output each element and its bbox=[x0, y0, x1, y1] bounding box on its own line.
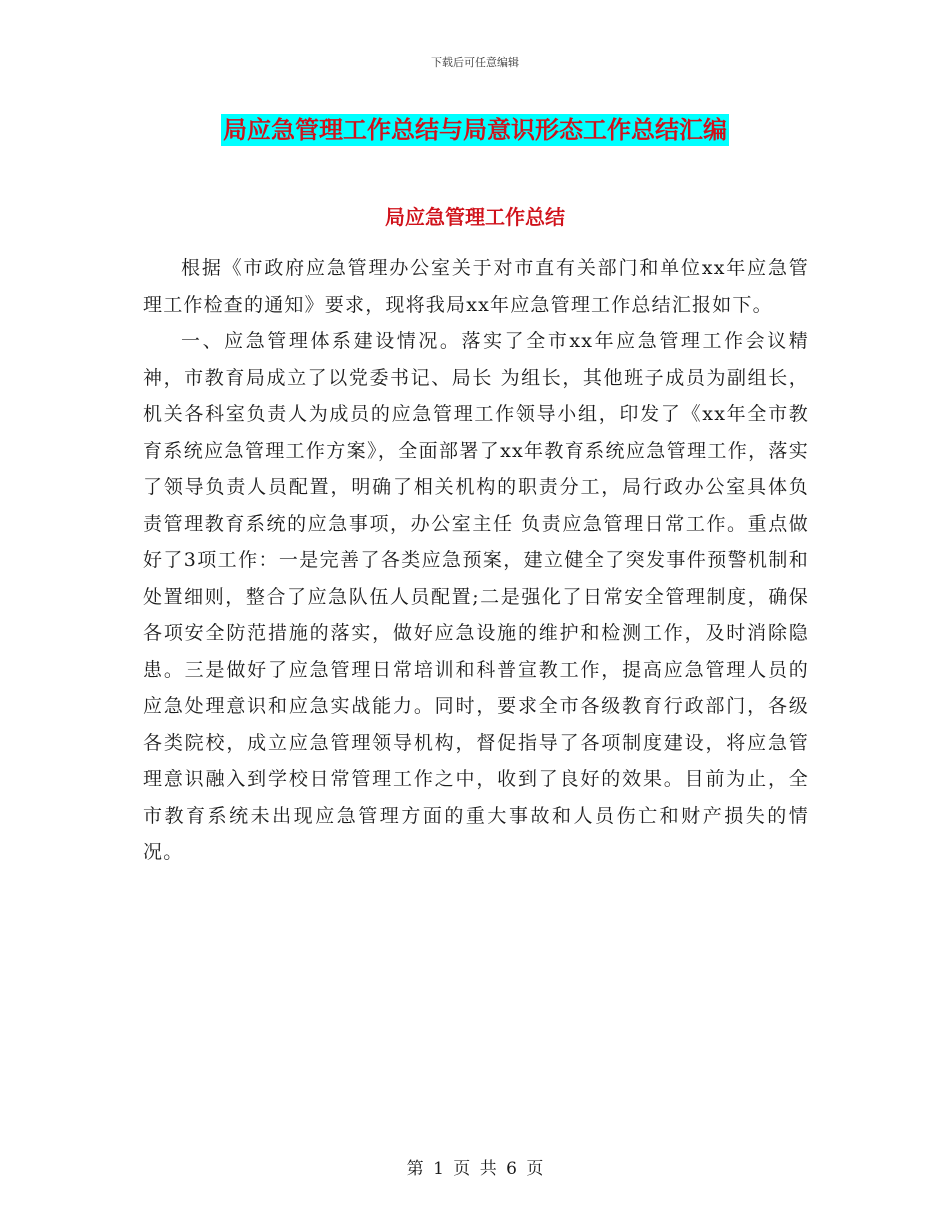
document-title-container bbox=[0, 114, 950, 146]
document-body bbox=[143, 250, 809, 871]
document-title: 局应急管理工作总结与局意识形态工作总结汇编 bbox=[223, 116, 727, 144]
paragraph-intro: 根据《市政府应急管理办公室关于对市直有关部门和单位xx年应急管理工作检查的通知》要求，现将我局xx年应急管理工作总结汇报如下。 bbox=[143, 257, 809, 316]
page-header-note: 下载后可任意编辑 bbox=[431, 56, 519, 69]
paragraph-section-one: 一、应急管理体系建设情况。落实了全市xx年应急管理工作会议精神，市教育局成立了以党委书记、局长 为组长，其他班子成员为副组长，机关各科室负责人为成员的应急管理工作领导小组，印发了《xx年全市教育系统应急管理工作方案》，全面部署了xx年教育系统应急管理工作，落实了领导负责人员配置，明确了相关机构的职责分工，局行政办公室具体负责管理教育系统的应急事项，办公室主任 负责应急管理日常工作。重点做好了3项工作：一是完善了各类应急预案，建立健全了突发事件预警机制和处置细则，整合了应急队伍人员配置;二是强化了日常安全管理制度，确保各项安全防范措施的落实，做好应急设施的维护和检测工作，及时消除隐患。三是做好了应急管理日常培训和科普宣教工作，提高应急管理人员的应急处理意识和应急实战能力。同时，要求全市各级教育行政部门，各级各类院校，成立应急管理领导机构，督促指导了各项制度建设，将应急管理意识融入到学校日常管理工作之中，收到了良好的效果。目前为止，全市教育系统未出现应急管理方面的重大事故和人员伤亡和财产损失的情况。 bbox=[143, 330, 809, 863]
page-number: 第 1 页 共 6 页 bbox=[406, 1159, 544, 1179]
section-title: 局应急管理工作总结 bbox=[385, 205, 565, 229]
